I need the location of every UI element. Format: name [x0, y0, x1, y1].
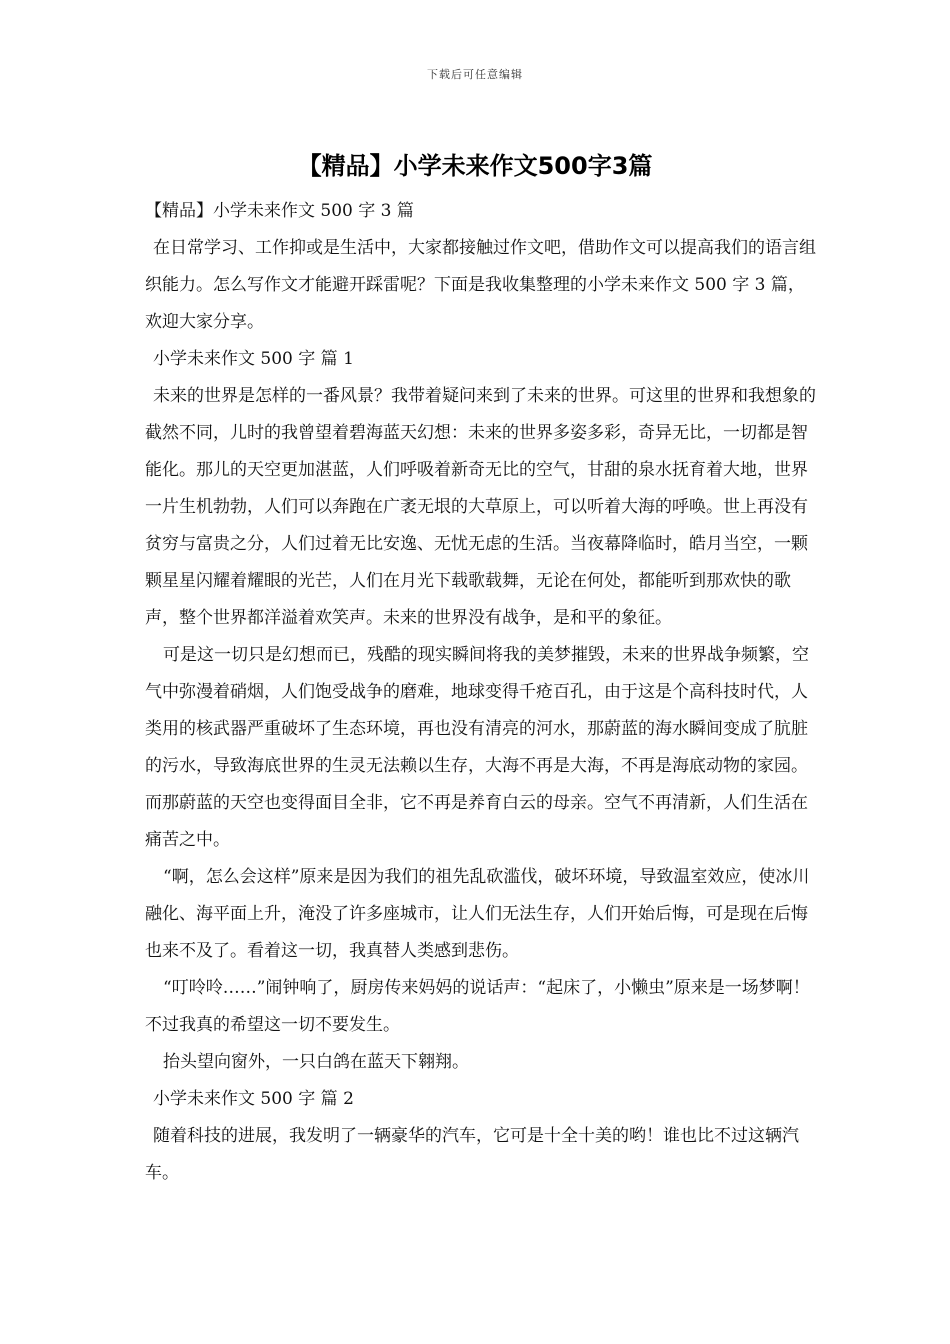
section-heading-1: 小学未来作文 500 字 篇 1 — [153, 349, 354, 369]
essay1-paragraph-4: “叮呤呤……”闹钟响了，厨房传来妈妈的说话声：“起床了，小懒虫”原来是一场梦啊！不过我真的希望这一切不要发生。 — [145, 978, 810, 1035]
subtitle-line: 【精品】小学未来作文 500 字 3 篇 — [145, 201, 414, 221]
essay1-paragraph-3: “啊，怎么会这样”原来是因为我们的祖先乱砍滥伐，破坏环境，导致温室效应，使冰川融化、海平面上升，淹没了许多座城市，让人们无法生存，人们开始后悔，可是现在后悔也来不及了。看着这一切，我真替人类感到悲伤。 — [145, 867, 810, 961]
document-body — [145, 193, 820, 1192]
essay1-paragraph-2: 可是这一切只是幻想而已，残酷的现实瞬间将我的美梦摧毁，未来的世界战争频繁，空气中弥漫着硝烟，人们饱受战争的磨难，地球变得千疮百孔，由于这是个高科技时代，人类用的核武器严重破坏了生态环境，再也没有清亮的河水，那蔚蓝的海水瞬间变成了肮脏的污水，导致海底世界的生灵无法赖以生存，大海不再是大海，不再是海底动物的家园。而那蔚蓝的天空也变得面目全非，它不再是养育白云的母亲。空气不再清新，人们生活在痛苦之中。 — [145, 645, 809, 850]
essay2-paragraph-1: 随着科技的进展，我发明了一辆豪华的汽车，它可是十全十美的哟！谁也比不过这辆汽车。 — [145, 1126, 799, 1183]
document-title: 【精品】小学未来作文500字3篇 — [297, 152, 653, 180]
essay1-paragraph-1: 未来的世界是怎样的一番风景？我带着疑问来到了未来的世界。可这里的世界和我想象的截然不同，儿时的我曾望着碧海蓝天幻想：未来的世界多姿多彩，奇异无比，一切都是智能化。那儿的天空更加湛蓝，人们呼吸着新奇无比的空气，甘甜的泉水抚育着大地，世界一片生机勃勃，人们可以奔跑在广袤无垠的大草原上，可以听着大海的呼唤。世上再没有贫穷与富贵之分，人们过着无比安逸、无忧无虑的生活。当夜幕降临时，皓月当空，一颗颗星星闪耀着耀眼的光芒，人们在月光下载歌载舞，无论在何处，都能听到那欢快的歌声，整个世界都洋溢着欢笑声。未来的世界没有战争，是和平的象征。 — [145, 386, 816, 628]
section-heading-2: 小学未来作文 500 字 篇 2 — [153, 1089, 354, 1109]
intro-paragraph: 在日常学习、工作抑或是生活中，大家都接触过作文吧，借助作文可以提高我们的语言组织能力。怎么写作文才能避开踩雷呢？下面是我收集整理的小学未来作文 500 字 3 篇，欢迎大家分享。 — [145, 238, 816, 332]
header-note: 下载后可任意编辑 — [427, 68, 523, 81]
essay1-paragraph-5: 抬头望向窗外，一只白鸽在蓝天下翱翔。 — [163, 1052, 469, 1072]
